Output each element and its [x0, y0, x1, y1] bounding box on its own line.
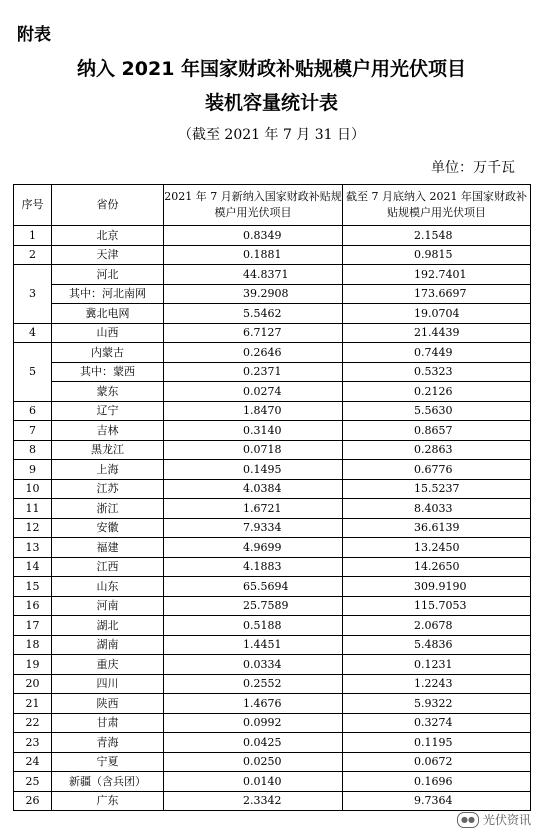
cell-new-capacity: 6.7127 [164, 323, 343, 343]
cell-new-capacity: 0.0250 [164, 752, 343, 772]
cell-province: 重庆 [52, 655, 164, 675]
cell-new-capacity: 0.2552 [164, 674, 343, 694]
cell-new-capacity: 39.2908 [164, 284, 343, 304]
table-row [14, 791, 531, 811]
cell-province: 山西 [52, 323, 164, 343]
cell-cumulative-capacity: 0.0672 [343, 752, 531, 772]
header-col1: 2021 年 7 月新纳入国家财政补贴规模户用光伏项目 [164, 185, 343, 226]
cell-new-capacity: 2.3342 [164, 791, 343, 811]
table-row [14, 245, 531, 265]
cell-cumulative-capacity: 192.7401 [343, 265, 531, 285]
cell-seq: 10 [14, 479, 52, 499]
cell-new-capacity: 25.7589 [164, 596, 343, 616]
table-row [14, 518, 531, 538]
wechat-icon: ●● [457, 812, 479, 828]
watermark [457, 811, 531, 828]
cell-new-capacity: 7.9334 [164, 518, 343, 538]
cell-new-capacity: 0.0274 [164, 382, 343, 402]
cell-cumulative-capacity: 15.5237 [343, 479, 531, 499]
cell-cumulative-capacity: 14.2650 [343, 557, 531, 577]
cell-cumulative-capacity: 9.7364 [343, 791, 531, 811]
cell-new-capacity: 0.3140 [164, 421, 343, 441]
table-row [14, 499, 531, 519]
cell-cumulative-capacity: 173.6697 [343, 284, 531, 304]
cell-province: 天津 [52, 245, 164, 265]
cell-seq: 22 [14, 713, 52, 733]
cell-new-capacity: 65.5694 [164, 577, 343, 597]
cell-province: 湖北 [52, 616, 164, 636]
cell-cumulative-capacity: 5.4836 [343, 635, 531, 655]
cell-new-capacity: 0.2646 [164, 343, 343, 363]
date-note: （截至 2021 年 7 月 31 日） [177, 127, 366, 143]
cell-new-capacity: 0.1495 [164, 460, 343, 480]
cell-seq: 6 [14, 401, 52, 421]
cell-seq: 5 [14, 343, 52, 402]
cell-new-capacity: 1.8470 [164, 401, 343, 421]
cell-cumulative-capacity: 36.6139 [343, 518, 531, 538]
cell-cumulative-capacity: 0.5323 [343, 362, 531, 382]
watermark-text: 光伏资讯 [482, 813, 531, 827]
cell-seq: 4 [14, 323, 52, 343]
cell-cumulative-capacity: 0.3274 [343, 713, 531, 733]
header-col2: 截至 7 月底纳入 2021 年国家财政补贴规模户用光伏项目 [343, 185, 531, 226]
cell-seq: 17 [14, 616, 52, 636]
cell-new-capacity: 0.8349 [164, 226, 343, 246]
cell-cumulative-capacity: 1.2243 [343, 674, 531, 694]
cell-province: 宁夏 [52, 752, 164, 772]
cell-seq: 16 [14, 596, 52, 616]
cell-cumulative-capacity: 0.2863 [343, 440, 531, 460]
cell-seq: 21 [14, 694, 52, 714]
cell-cumulative-capacity: 0.9815 [343, 245, 531, 265]
cell-province: 吉林 [52, 421, 164, 441]
cell-new-capacity: 4.9699 [164, 538, 343, 558]
table-row [14, 752, 531, 772]
table-row [14, 460, 531, 480]
cell-cumulative-capacity: 5.5630 [343, 401, 531, 421]
cell-seq: 15 [14, 577, 52, 597]
cell-province: 河北 [52, 265, 164, 285]
appendix-label: 附表 [17, 25, 51, 45]
cell-seq: 8 [14, 440, 52, 460]
cell-province: 四川 [52, 674, 164, 694]
cell-province: 江苏 [52, 479, 164, 499]
page-subtitle: 装机容量统计表 [204, 92, 338, 114]
cell-cumulative-capacity: 19.0704 [343, 304, 531, 324]
cell-seq: 2 [14, 245, 52, 265]
cell-seq: 14 [14, 557, 52, 577]
cell-province: 河南 [52, 596, 164, 616]
cell-new-capacity: 0.0992 [164, 713, 343, 733]
cell-new-capacity: 4.0384 [164, 479, 343, 499]
table-row [14, 557, 531, 577]
header-province: 省份 [52, 185, 164, 226]
cell-province: 陕西 [52, 694, 164, 714]
cell-province: 上海 [52, 460, 164, 480]
cell-province: 广东 [52, 791, 164, 811]
cell-seq: 1 [14, 226, 52, 246]
cell-province: 福建 [52, 538, 164, 558]
cell-province: 内蒙古 [52, 343, 164, 363]
table-row [14, 674, 531, 694]
cell-province: 其中：河北南网 [52, 284, 164, 304]
table-header-row [14, 185, 531, 226]
table-row [14, 596, 531, 616]
table-row [14, 635, 531, 655]
cell-cumulative-capacity: 115.7053 [343, 596, 531, 616]
cell-province: 蒙东 [52, 382, 164, 402]
cell-province: 冀北电网 [52, 304, 164, 324]
cell-cumulative-capacity: 2.1548 [343, 226, 531, 246]
cell-cumulative-capacity: 21.4439 [343, 323, 531, 343]
cell-cumulative-capacity: 0.7449 [343, 343, 531, 363]
table-row [14, 733, 531, 753]
cell-new-capacity: 0.0718 [164, 440, 343, 460]
cell-cumulative-capacity: 309.9190 [343, 577, 531, 597]
cell-new-capacity: 0.0140 [164, 772, 343, 792]
cell-seq: 9 [14, 460, 52, 480]
cell-seq: 12 [14, 518, 52, 538]
table-row [14, 421, 531, 441]
cell-cumulative-capacity: 0.6776 [343, 460, 531, 480]
table-row [14, 538, 531, 558]
cell-seq: 11 [14, 499, 52, 519]
cell-seq: 18 [14, 635, 52, 655]
cell-province: 黑龙江 [52, 440, 164, 460]
cell-seq: 26 [14, 791, 52, 811]
cell-cumulative-capacity: 0.1231 [343, 655, 531, 675]
cell-province: 湖南 [52, 635, 164, 655]
cell-province: 江西 [52, 557, 164, 577]
cell-province: 山东 [52, 577, 164, 597]
cell-province: 浙江 [52, 499, 164, 519]
cell-province: 青海 [52, 733, 164, 753]
table-row [14, 479, 531, 499]
cell-province: 辽宁 [52, 401, 164, 421]
cell-new-capacity: 0.2371 [164, 362, 343, 382]
cell-seq: 19 [14, 655, 52, 675]
cell-new-capacity: 0.0334 [164, 655, 343, 675]
cell-province: 安徽 [52, 518, 164, 538]
table-row [14, 616, 531, 636]
cell-seq: 20 [14, 674, 52, 694]
cell-province: 甘肃 [52, 713, 164, 733]
page-title: 纳入 2021 年国家财政补贴规模户用光伏项目 [76, 58, 467, 80]
cell-cumulative-capacity: 13.2450 [343, 538, 531, 558]
cell-new-capacity: 4.1883 [164, 557, 343, 577]
unit-note: 单位：万千瓦 [431, 160, 515, 176]
cell-new-capacity: 44.8371 [164, 265, 343, 285]
cell-cumulative-capacity: 8.4033 [343, 499, 531, 519]
table-body [14, 226, 531, 811]
table-row [14, 284, 531, 304]
table-row [14, 362, 531, 382]
cell-cumulative-capacity: 5.9322 [343, 694, 531, 714]
cell-seq: 13 [14, 538, 52, 558]
cell-new-capacity: 1.4676 [164, 694, 343, 714]
cell-province: 北京 [52, 226, 164, 246]
cell-cumulative-capacity: 0.1696 [343, 772, 531, 792]
table-row [14, 265, 531, 285]
table-row [14, 577, 531, 597]
cell-province: 其中：蒙西 [52, 362, 164, 382]
cell-seq: 25 [14, 772, 52, 792]
table-row [14, 401, 531, 421]
cell-cumulative-capacity: 0.2126 [343, 382, 531, 402]
table-row [14, 713, 531, 733]
cell-cumulative-capacity: 2.0678 [343, 616, 531, 636]
table-row [14, 440, 531, 460]
cell-new-capacity: 1.6721 [164, 499, 343, 519]
header-seq: 序号 [14, 185, 52, 226]
cell-seq: 7 [14, 421, 52, 441]
cell-new-capacity: 0.0425 [164, 733, 343, 753]
table-row [14, 343, 531, 363]
table-row [14, 382, 531, 402]
table-row [14, 655, 531, 675]
capacity-table [13, 184, 531, 811]
cell-new-capacity: 0.5188 [164, 616, 343, 636]
cell-province: 新疆（含兵团） [52, 772, 164, 792]
cell-new-capacity: 0.1881 [164, 245, 343, 265]
cell-cumulative-capacity: 0.1195 [343, 733, 531, 753]
cell-seq: 3 [14, 265, 52, 324]
table-row [14, 772, 531, 792]
table-row [14, 304, 531, 324]
cell-seq: 24 [14, 752, 52, 772]
cell-seq: 23 [14, 733, 52, 753]
table-row [14, 323, 531, 343]
table-row [14, 694, 531, 714]
table-row [14, 226, 531, 246]
cell-new-capacity: 5.5462 [164, 304, 343, 324]
cell-new-capacity: 1.4451 [164, 635, 343, 655]
cell-cumulative-capacity: 0.8657 [343, 421, 531, 441]
